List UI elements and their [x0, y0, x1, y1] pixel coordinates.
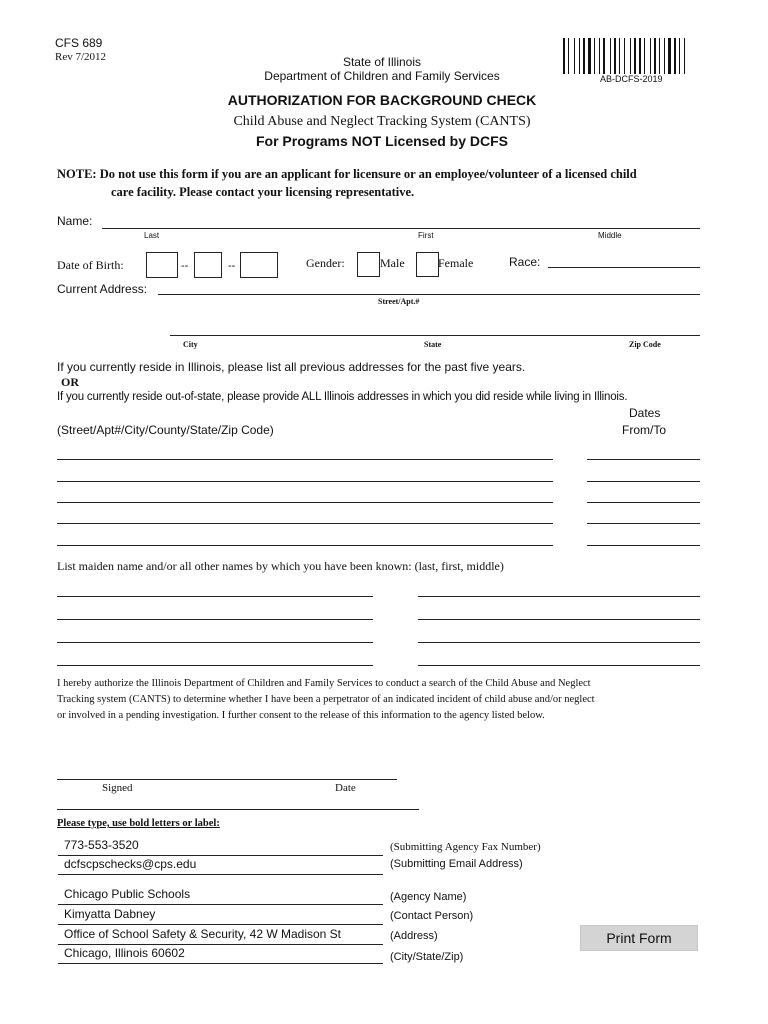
female-label: Female [438, 256, 474, 270]
previous-dates-3[interactable] [587, 502, 700, 503]
barcode-bar [632, 38, 633, 74]
female-checkbox[interactable] [416, 252, 439, 277]
barcode-bar [659, 38, 660, 74]
name-field[interactable] [102, 228, 700, 229]
name-first-caption: First [418, 231, 434, 240]
zip-caption: Zip Code [629, 340, 661, 349]
contact-field[interactable] [58, 905, 383, 925]
gender-label: Gender: [306, 256, 345, 270]
barcode-bar [614, 38, 616, 74]
barcode-bar [666, 38, 667, 74]
other-name-left-3[interactable] [57, 642, 373, 643]
form-title: AUTHORIZATION FOR BACKGROUND CHECK [227, 92, 537, 108]
other-name-right-3[interactable] [418, 642, 700, 643]
male-label: Male [380, 256, 405, 270]
barcode-bar [646, 38, 649, 74]
address-value: Office of School Safety & Security, 42 W Madison St [64, 927, 342, 941]
dob-separator-1: -- [181, 260, 189, 272]
fax-label: (Submitting Agency Fax Number) [390, 841, 541, 853]
barcode-bar [681, 38, 683, 74]
barcode-bar [570, 38, 573, 74]
barcode-bar [601, 38, 602, 74]
agency-heading: Please type, use bold letters or label: [57, 818, 220, 829]
barcode-bar [686, 38, 687, 74]
note-line-2: care facility. Please contact your licensing representative. [111, 185, 415, 199]
fax-field[interactable] [58, 836, 383, 856]
previous-dates-2[interactable] [587, 481, 700, 482]
signature-line[interactable] [57, 779, 397, 780]
dob-month-box[interactable] [146, 252, 178, 278]
form-subtitle: Child Abuse and Neglect Tracking System (CANTS) [233, 114, 531, 129]
form-revision: Rev 7/2012 [55, 51, 107, 63]
barcode-bar [684, 38, 685, 74]
note-line-1: NOTE: Do not use this form if you are an applicant for licensure or an employee/volunteer of a licensed child [57, 167, 637, 181]
barcode-bar [563, 38, 565, 74]
barcode-bar [566, 38, 567, 74]
address-columns-header: (Street/Apt#/City/County/State/Zip Code) [57, 423, 274, 437]
barcode [563, 38, 713, 74]
addresses-instruction-2: If you currently reside out-of-state, please provide ALL Illinois addresses in which you did reside while living in Illinois. [57, 391, 628, 403]
barcode-bar [568, 38, 569, 74]
previous-address-4[interactable] [57, 523, 553, 524]
state-caption: State [424, 340, 442, 349]
barcode-bar [610, 38, 611, 74]
barcode-bar [619, 38, 620, 74]
barcode-bar [668, 38, 671, 74]
other-name-left-1[interactable] [57, 596, 373, 597]
fax-value: 773-553-3520 [64, 838, 139, 852]
barcode-bar [650, 38, 651, 74]
addresses-or: OR [61, 375, 79, 389]
other-names-label: List maiden name and/or all other names by which you have been known: (last, first, middle) [57, 559, 504, 573]
city-state-zip-agency-field[interactable] [58, 944, 383, 964]
barcode-bar [677, 38, 678, 74]
barcode-bar [586, 38, 587, 74]
barcode-bar [621, 38, 623, 74]
male-checkbox[interactable] [357, 252, 380, 277]
agency-name-value: Chicago Public Schools [64, 887, 191, 901]
other-name-right-1[interactable] [418, 596, 700, 597]
other-name-left-4[interactable] [57, 665, 373, 666]
state-name: State of Illinois [342, 55, 422, 69]
barcode-bar [672, 38, 673, 74]
barcode-bar [644, 38, 645, 74]
barcode-caption: AB-DCFS-2019 [600, 74, 663, 84]
dob-day-box[interactable] [194, 252, 222, 278]
barcode-bar [634, 38, 636, 74]
authorization-text-2: Tracking system (CANTS) to determine whether I have been a perpetrator of an indicated incident of child abuse and/or neglect [57, 694, 595, 705]
city-state-zip-value: Chicago, Illinois 60602 [64, 946, 185, 960]
email-value: dcfscpschecks@cps.edu [64, 857, 197, 871]
other-name-left-2[interactable] [57, 619, 373, 620]
previous-dates-1[interactable] [587, 459, 700, 460]
race-label: Race: [509, 255, 541, 269]
agency-name-label: (Agency Name) [390, 891, 467, 903]
barcode-bar [574, 38, 575, 74]
city-caption: City [183, 340, 198, 349]
barcode-bar [626, 38, 629, 74]
barcode-bar [599, 38, 600, 74]
date-line[interactable] [57, 809, 419, 810]
from-to-header: From/To [622, 423, 667, 437]
authorization-text-3: or involved in a pending investigation. I further consent to the release of this information to the agency listed below. [57, 710, 545, 721]
current-address-label: Current Address: [57, 282, 148, 296]
barcode-bar [583, 38, 585, 74]
previous-address-3[interactable] [57, 502, 553, 503]
form-code: CFS 689 [55, 36, 103, 50]
barcode-bar [664, 38, 665, 74]
dob-separator-2: -- [228, 260, 236, 272]
address-label: (Address) [390, 930, 438, 942]
barcode-bar [596, 38, 598, 74]
previous-dates-5[interactable] [587, 545, 700, 546]
name-middle-caption: Middle [598, 231, 622, 240]
other-name-right-2[interactable] [418, 619, 700, 620]
email-field[interactable] [58, 855, 383, 875]
barcode-bar [592, 38, 593, 74]
barcode-bar [657, 38, 658, 74]
barcode-bar [612, 38, 613, 74]
barcode-bar [637, 38, 638, 74]
barcode-bar [576, 38, 578, 74]
previous-address-5[interactable] [57, 545, 553, 546]
barcode-bar [588, 38, 591, 74]
barcode-bar [603, 38, 605, 74]
street-caption: Street/Apt.# [378, 297, 420, 306]
authorization-text-1: I hereby authorize the Illinois Department of Children and Family Services to conduct a search of the Child Abuse and Neglect [57, 678, 591, 689]
barcode-bar [617, 38, 618, 74]
contact-label: (Contact Person) [390, 910, 474, 922]
dob-label: Date of Birth: [57, 258, 124, 272]
barcode-bar [661, 38, 663, 74]
city-state-zip-field[interactable] [170, 335, 700, 336]
barcode-bar [630, 38, 631, 74]
dates-header: Dates [629, 406, 661, 420]
address-field[interactable] [58, 925, 383, 945]
other-name-right-4[interactable] [418, 665, 700, 666]
street-field[interactable] [158, 294, 700, 295]
department-name: Department of Children and Family Services [264, 69, 500, 83]
barcode-bar [581, 38, 582, 74]
previous-address-2[interactable] [57, 481, 553, 482]
form-subtitle-2: For Programs NOT Licensed by DCFS [255, 133, 509, 149]
barcode-bar [652, 38, 653, 74]
barcode-bar [654, 38, 656, 74]
barcode-bar [639, 38, 641, 74]
date-caption: Date [335, 782, 356, 794]
email-label: (Submitting Email Address) [390, 858, 523, 870]
barcode-bar [594, 38, 595, 74]
barcode-bar [674, 38, 676, 74]
barcode-bar [642, 38, 643, 74]
contact-value: Kimyatta Dabney [64, 907, 156, 921]
barcode-bar [624, 38, 625, 74]
previous-dates-4[interactable] [587, 523, 700, 524]
barcode-bar [579, 38, 580, 74]
barcode-bar [679, 38, 680, 74]
barcode-bar [606, 38, 609, 74]
race-field[interactable] [548, 267, 700, 268]
agency-name-field[interactable] [58, 885, 383, 905]
previous-address-1[interactable] [57, 459, 553, 460]
dob-year-box[interactable] [240, 252, 278, 278]
print-form-button[interactable]: Print Form [580, 925, 698, 951]
city-state-zip-label: (City/State/Zip) [390, 951, 464, 963]
addresses-instruction-1: If you currently reside in Illinois, please list all previous addresses for the past five years. [57, 360, 526, 374]
name-label: Name: [57, 214, 93, 228]
name-last-caption: Last [144, 231, 160, 240]
signed-caption: Signed [102, 782, 133, 794]
